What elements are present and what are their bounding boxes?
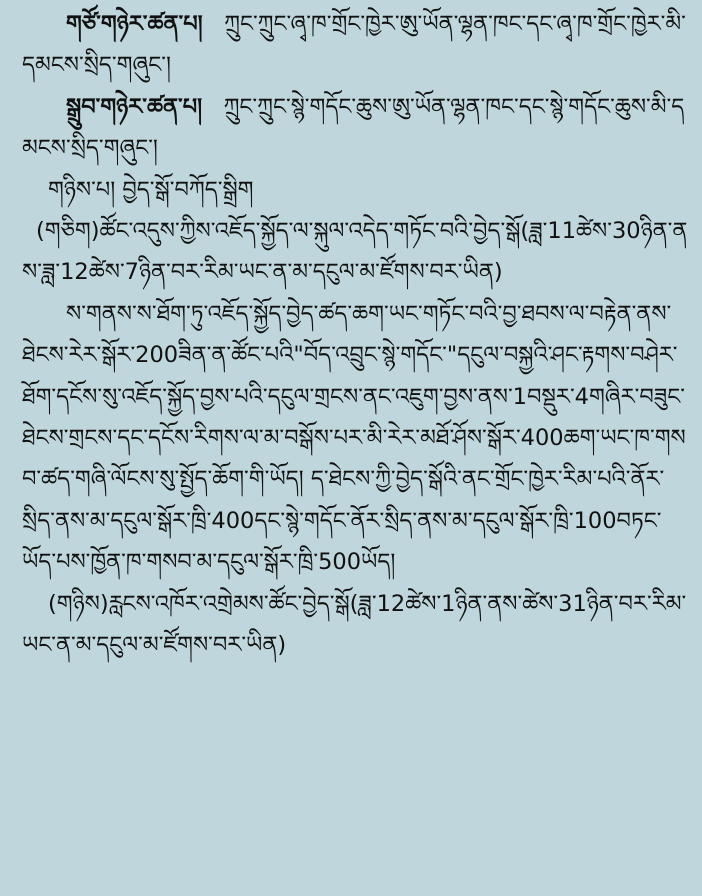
consumption-details-text: ས་གནས་ས་ཐོག་ཏུ་འཇོད་སྐྱོད་བྱེད་ཚད་ཆག་ཡང་གཏོང་བའི་བྱ་ཐབས་ལ་བརྟེན་ནས་ཐེངས་རེར་སྒོར་200ཟིན་ན་ཚོང་པའི"བོད་འབྲུང་སྙེ་གདོང་"དངུལ་བསྐྱའི་ཤང་རྟགས་བཤེར་ཐོག་དངོས་སུ་འཇོད་སྐྱོད་བྱས་པའི་དངུལ་གྲངས་ནང་འཇུག་བྱས་ནས་1བསྡུར་4གཞིར་བཟུང་ཐེངས་གྲངས་དང་དངོས་རིགས་ལ་མ་བསྒོས་པར་མི་རེར་མཐོ་ཤོས་སྒོར་400ཆག་ཡང་ཁ་གསབ་ཚད་གཞི་ལོངས་སུ་སྤྱོད་ཆོག་གི་ཡོད། ད་ཐེངས་ཀྱི་བྱེད་སྒོའི་ནང་གྲོང་ཁྱེར་རིམ་པའི་ནོར་སྲིད་ནས་མ་དངུལ་སྒོར་ཁྲི་400དང་སྙེ་གདོང་ནོར་སྲིད་ནས་མ་དངུལ་སྒོར་ཁྲི་100བཏང་ཡོད་པས་ཁྱོན་ཁ་གསབ་མ་དངུལ་སྒོར་ཁྲི་500ཡོད། [22,300,686,576]
section-heading-activities [22,170,688,211]
organizer-unit-text: ཀྲུང་ཀྲུང་སྙེ་གདོང་ཆུས་ཨུ་ཡོན་ལྷན་ཁང་དང་སྙེ་གདོང་ཆུས་མི་དམངས་སྲིད་གཞུང་། [22,93,685,162]
organizer-unit-heading: སྒྲུབ་གཉེར་ཚན་པ། [66,93,203,120]
section-heading-text: གཉིས་པ། བྱེད་སྒོ་བཀོད་སྒྲིག [48,176,254,203]
host-unit-heading: གཙོ་གཉེར་ཚན་པ། [66,11,203,37]
subheading-car-sales-text: (གཉིས)རླངས་འཁོར་འགྲེམས་ཚོང་བྱེད་སྒོ(ཟླ་12ཚེས་1ཉིན་ནས་ཚེས་31ཉིན་བར་རིམ་ཡང་ན་མ་དངུལ་མ་ཛོགས་བར་ཡིན) [22,590,687,659]
subheading-car-sales-activity [22,584,688,667]
paragraph-consumption-details [22,294,688,584]
paragraph-host-unit [22,4,688,87]
host-unit-text: ཀྲུང་ཀྲུང་ཞྭ་ཁ་གྲོང་ཁྱེར་ཨུ་ཡོན་ལྷན་ཁང་དང་ཞྭ་ཁ་གྲོང་ཁྱེར་མི་དམངས་སྲིད་གཞུང་། [22,11,686,79]
paragraph-organizer-unit [22,87,688,170]
subheading-consumption-activity [22,211,688,294]
subheading-consumption-text: (གཅིག)ཚོང་འདུས་ཀྱིས་འཇོད་སྐྱོད་ལ་སྐུལ་འདེད་གཏོང་བའི་བྱེད་སྒོ(ཟླ་11ཚེས་30ཉིན་ནས་ཟླ་12ཚེས་7ཉིན་བར་རིམ་ཡང་ན་མ་དངུལ་མ་ཛོགས་བར་ཡིན) [22,218,688,286]
